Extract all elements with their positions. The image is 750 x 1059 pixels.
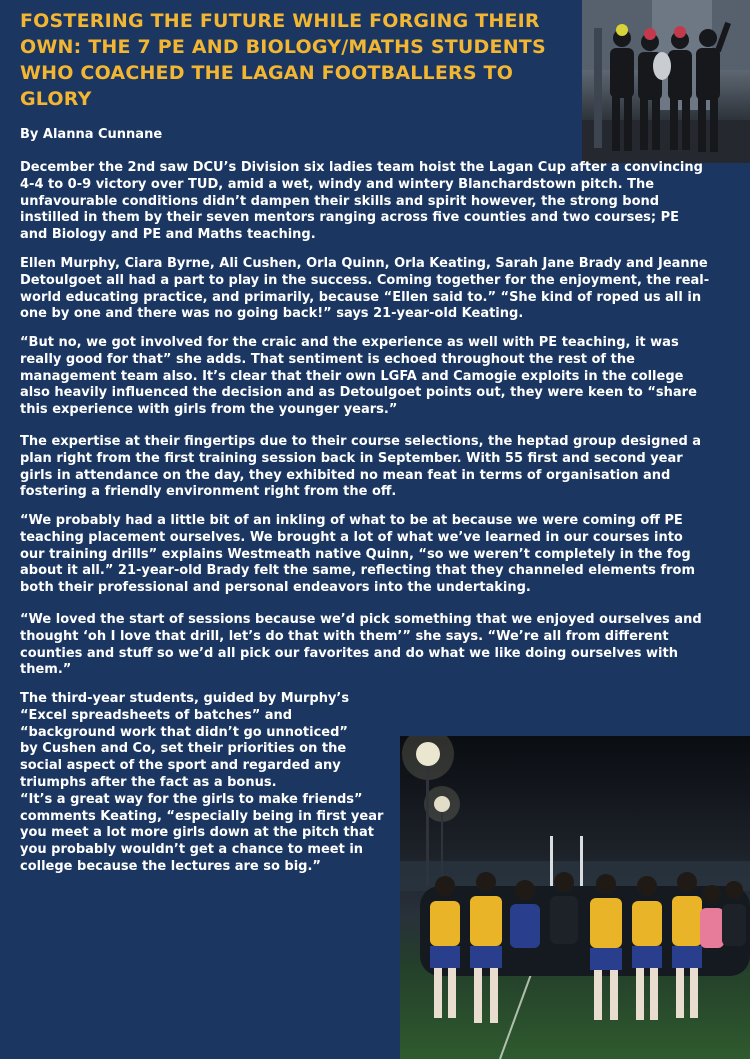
- paragraph: “But no, we got involved for the craic and the experience as well with PE teaching, it was really good for that” she adds. That sentiment is echoed throughout the rest of the management team also. It’s clear that their own LGFA and Camogie exploits in the college also heavily influenced the decision and as Detoulgoet points out, they were keen to “share this experience with girls from the younger years.”: [20, 335, 697, 418]
- article-title: FOSTERING THE FUTURE WHILE FORGING THEIR OWN: THE 7 PE AND BIOLOGY/MATHS STUDENTS WHO COACHED THE LAGAN FOOTBALLERS TO GLORY: [20, 10, 546, 110]
- paragraph: “We probably had a little bit of an inkling of what to be at because we were coming off PE teaching placement ourselves. We brought a lot of what we’ve learned in our courses into our training drills” explains Westmeath native Quinn, “so we weren’t completely in the fog about it all.” 21-year-old Brady felt the same, reflecting that they channeled elements from both their professional and personal endeavors into the undertaking.: [20, 513, 695, 596]
- paragraph: December the 2nd saw DCU’s Division six ladies team hoist the Lagan Cup after a convincing 4-4 to 0-9 victory over TUD, amid a wet, windy and wintery Blanchardstown pitch. The unfavourable conditions didn’t dampen their skills and spirit however, the strong bond instilled in them by their seven mentors ranging across five counties and two courses; PE and Biology and PE and Maths teaching.: [20, 160, 703, 243]
- paragraph: Ellen Murphy, Ciara Byrne, Ali Cushen, Orla Quinn, Orla Keating, Sarah Jane Brady and Jeanne Detoulgoet all had a part to play in the success. Coming together for the enjoyment, the real-world educating practice, and primarily, because “Ellen said to.” “She kind of roped us all in one by one and there was no going back!” says 21-year-old Keating.: [20, 256, 710, 322]
- paragraph: The third-year students, guided by Murphy’s “Excel spreadsheets of batches” and “background work that didn’t go unnoticed” by Cushen and Co, set their priorities on the social aspect of the sport and regarded any triumphs after the fact as a bonus. “It’s a great way for the girls to make friends” comments Keating, “especially being in first year you meet a lot more girls down at the pitch that you probably wouldn’t get a chance to meet in college because the lectures are so big.”: [20, 691, 384, 874]
- paragraph: The expertise at their fingertips due to their course selections, the heptad group designed a plan right from the first training session back in September. With 55 first and second year girls in attendance on the day, they exhibited no mean feat in terms of organisation and fostering a friendly environment right from the off.: [20, 434, 702, 500]
- coaches-trophy-photo: [582, 0, 750, 163]
- team-huddle-photo: [400, 736, 750, 1059]
- byline: By Alanna Cunnane: [20, 127, 163, 142]
- paragraph: “We loved the start of sessions because we’d pick something that we enjoyed ourselves and thought ‘oh I love that drill, let’s do that with them’” she says. “We’re all from different counties and stuff so we’d all pick our favorites and do what we like doing ourselves with them.”: [20, 612, 702, 678]
